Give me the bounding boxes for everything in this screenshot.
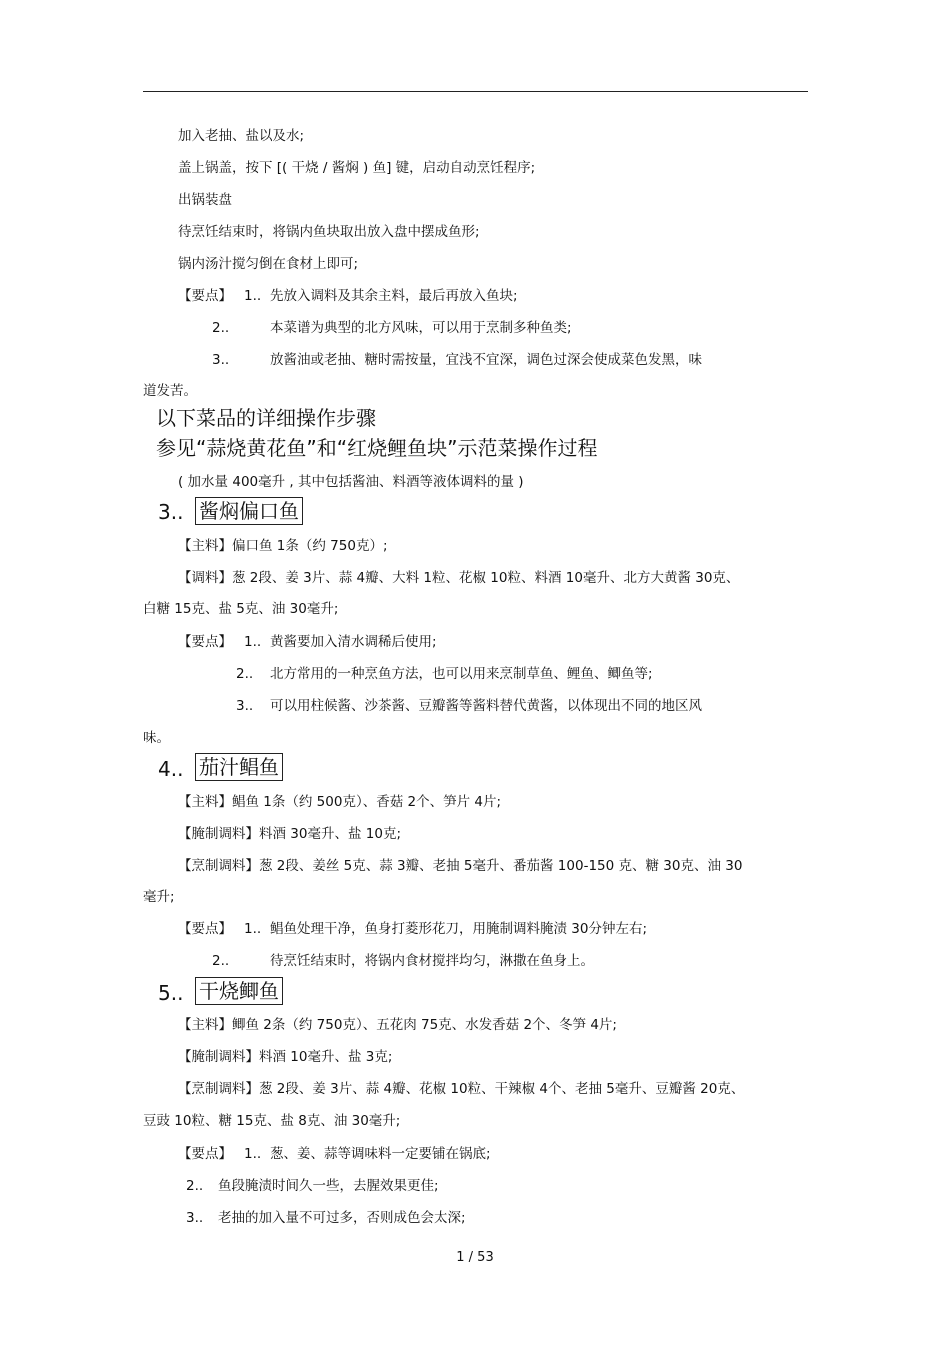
- tip-text: 老抽的加入量不可过多，否则成色会太深;: [218, 1210, 466, 1226]
- tip-text: 葱、姜、蒜等调味料一定要铺在锅底;: [270, 1146, 491, 1162]
- tip-number: 1..: [244, 634, 262, 650]
- tip-text: 北方常用的一种烹鱼方法，也可以用来烹制草鱼、鲤鱼、鲫鱼等;: [270, 666, 653, 682]
- tip-number: 3..: [236, 698, 254, 714]
- tip-number: 2..: [212, 320, 230, 336]
- water-note: ( 加水量 400毫升 , 其中包括酱油、料酒等液体调料的量 ): [178, 474, 524, 490]
- page-number: 1 / 53: [456, 1250, 494, 1265]
- step-line: 加入老抽、盐以及水;: [178, 128, 305, 144]
- seasonings-continued: 白糖 15克、盐 5克、油 30毫升;: [143, 601, 339, 617]
- tip-text: 可以用柱候酱、沙茶酱、豆瓣酱等酱料替代黄酱，以体现出不同的地区风: [270, 698, 702, 714]
- step-line: 锅内汤汁搅匀倒在食材上即可;: [178, 256, 359, 272]
- tips-label: 【要点】: [178, 1146, 232, 1162]
- tip-text: 鱼段腌渍时间久一些，去腥效果更佳;: [218, 1178, 439, 1194]
- tips-label: 【要点】: [178, 921, 232, 937]
- step-line: 待烹饪结束时，将锅内鱼块取出放入盘中摆成鱼形;: [178, 224, 480, 240]
- tip-number: 3..: [186, 1210, 204, 1226]
- step-line: 出锅装盘: [178, 192, 232, 208]
- dish-number: 4..: [158, 757, 184, 781]
- tip-number: 3..: [212, 352, 230, 368]
- cooking-seasonings: 【烹制调料】葱 2段、姜丝 5克、蒜 3瓣、老抽 5毫升、番茄酱 100-150 克、糖 30克、油 30: [178, 858, 743, 874]
- tip-text: 黄酱要加入清水调稀后使用;: [270, 634, 437, 650]
- tip-number: 1..: [244, 921, 262, 937]
- cooking-seasonings: 【烹制调料】葱 2段、姜 3片、蒜 4瓣、花椒 10粒、干辣椒 4个、老抽 5毫升、豆瓣酱 20克、: [178, 1081, 745, 1097]
- tip-text: 待烹饪结束时，将锅内食材搅拌均匀，淋撒在鱼身上。: [270, 953, 594, 969]
- tip-text-continued: 道发苦。: [143, 383, 197, 399]
- tip-number: 2..: [212, 953, 230, 969]
- tip-number: 1..: [244, 1146, 262, 1162]
- tip-text-continued: 味。: [143, 730, 170, 746]
- cooking-seasonings-continued: 豆豉 10粒、糖 15克、盐 8克、油 30毫升;: [143, 1113, 401, 1129]
- tip-text: 先放入调料及其余主料，最后再放入鱼块;: [270, 288, 518, 304]
- intro-heading: 以下菜品的详细操作步骤: [156, 406, 376, 430]
- intro-heading: 参见“蒜烧黄花鱼”和“红烧鲤鱼块”示范菜操作过程: [156, 436, 598, 460]
- header-rule: [143, 91, 808, 92]
- tips-label: 【要点】: [178, 288, 232, 304]
- seasonings: 【调料】葱 2段、姜 3片、蒜 4瓣、大料 1粒、花椒 10粒、料酒 10毫升、北方大黄酱 30克、: [178, 570, 740, 586]
- cooking-seasonings-continued: 毫升;: [143, 889, 175, 905]
- dish-number: 5..: [158, 981, 184, 1005]
- main-ingredients: 【主料】偏口鱼 1条（约 750克）;: [178, 538, 388, 554]
- dish-number: 3..: [158, 500, 184, 524]
- tip-text: 本菜谱为典型的北方风味，可以用于烹制多种鱼类;: [270, 320, 572, 336]
- dish-title: 酱焖偏口鱼: [195, 497, 303, 525]
- step-line: 盖上锅盖，按下 [( 干烧 / 酱焖 ) 鱼] 键，启动自动烹饪程序;: [178, 160, 536, 176]
- marinade-seasonings: 【腌制调料】料酒 30毫升、盐 10克;: [178, 826, 401, 842]
- tip-text: 鲳鱼处理干净，鱼身打菱形花刀，用腌制调料腌渍 30分钟左右;: [270, 921, 648, 937]
- main-ingredients: 【主料】鲳鱼 1条（约 500克）、香菇 2个、笋片 4片;: [178, 794, 501, 810]
- dish-title: 干烧鲫鱼: [195, 977, 283, 1005]
- marinade-seasonings: 【腌制调料】料酒 10毫升、盐 3克;: [178, 1049, 393, 1065]
- tip-number: 1..: [244, 288, 262, 304]
- tip-number: 2..: [236, 666, 254, 682]
- tip-text: 放酱油或老抽、糖时需按量，宜浅不宜深，调色过深会使成菜色发黑，味: [270, 352, 702, 368]
- main-ingredients: 【主料】鲫鱼 2条（约 750克）、五花肉 75克、水发香菇 2个、冬笋 4片;: [178, 1017, 617, 1033]
- tip-number: 2..: [186, 1178, 204, 1194]
- tips-label: 【要点】: [178, 634, 232, 650]
- dish-title: 茄汁鲳鱼: [195, 753, 283, 781]
